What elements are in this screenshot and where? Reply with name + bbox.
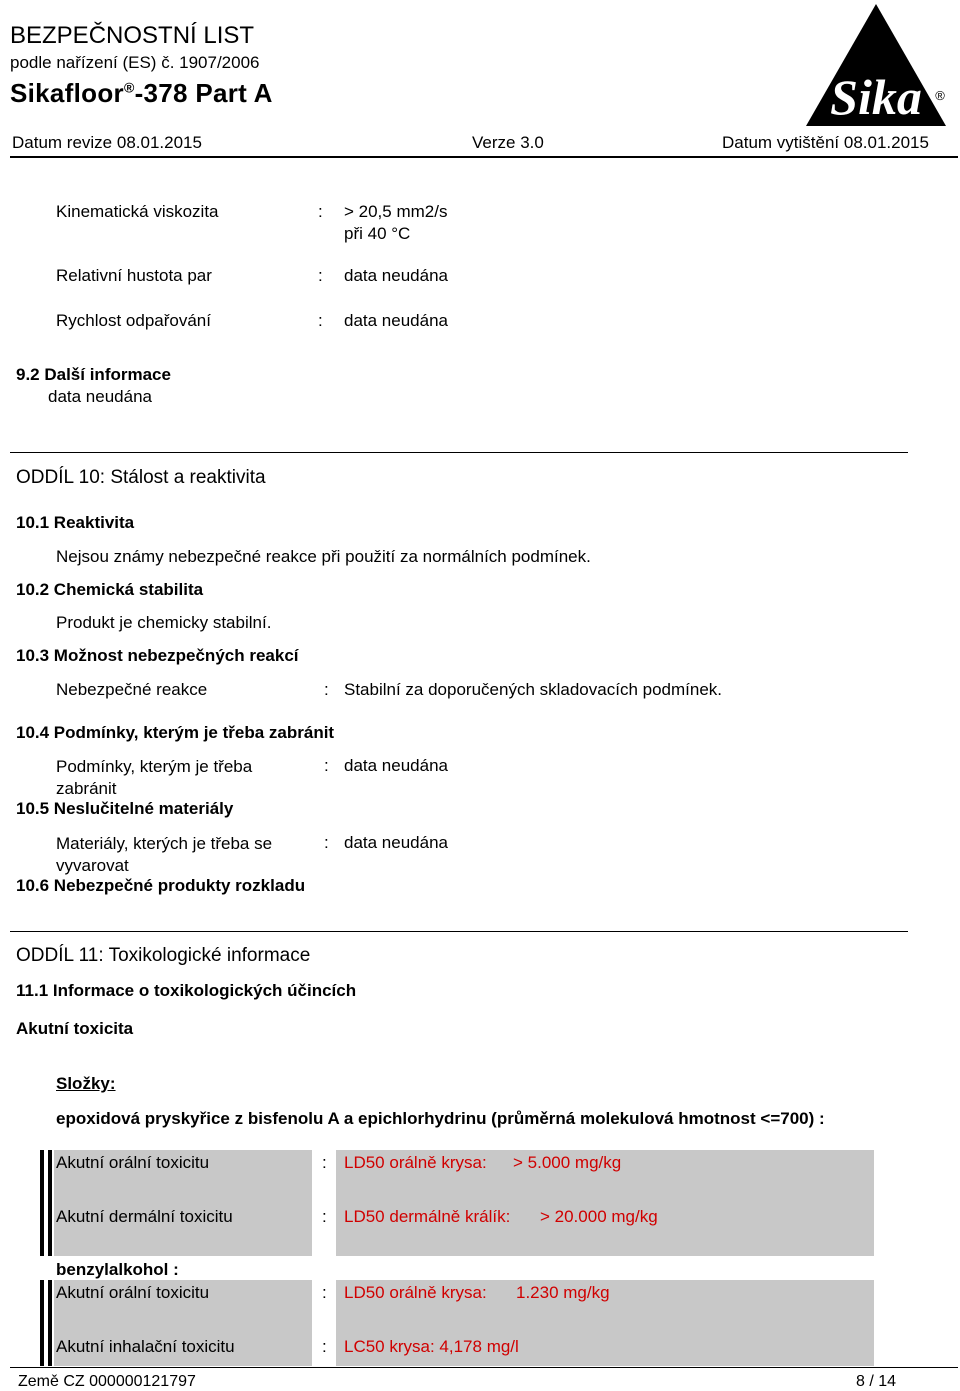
- registered-mark: ®: [123, 79, 135, 96]
- tox-value: LC50 krysa: 4,178 mg/l: [344, 1337, 519, 1356]
- tox-sep: :: [322, 1207, 327, 1226]
- tox-value-amount: 1.230 mg/kg: [516, 1283, 610, 1302]
- revision-date: Datum revize 08.01.2015: [12, 133, 202, 152]
- subsection-11-1-heading: 11.1 Informace o toxikologických účincích: [16, 981, 357, 1000]
- conditions-value: data neudána: [344, 756, 448, 775]
- subsection-10-1-text: Nejsou známy nebezpečné reakce při použití za normálních podmínek.: [56, 547, 591, 566]
- subsection-10-3-heading: 10.3 Možnost nebezpečných reakcí: [16, 646, 299, 665]
- tox-sep: :: [322, 1153, 327, 1172]
- print-date: Datum vytištění 08.01.2015: [722, 133, 929, 152]
- subsection-10-1-heading: 10.1 Reaktivita: [16, 513, 135, 532]
- tox-label: Akutní inhalační toxicitu: [56, 1337, 235, 1356]
- regulation-reference: podle nařízení (ES) č. 1907/2006: [10, 53, 260, 72]
- product-name-suffix: -378 Part A: [134, 78, 273, 108]
- conditions-sep: :: [324, 756, 329, 775]
- tox-label: Akutní dermální toxicitu: [56, 1207, 233, 1226]
- subsection-10-2-text: Produkt je chemicky stabilní.: [56, 613, 272, 632]
- materials-sep: :: [324, 833, 329, 852]
- prop-value: data neudána: [344, 266, 448, 285]
- header-divider: [10, 156, 958, 158]
- subsection-10-5-heading: 10.5 Neslučitelné materiály: [16, 799, 234, 818]
- reaction-value: Stabilní za doporučených skladovacích podmínek.: [344, 680, 723, 699]
- reaction-sep: :: [324, 680, 329, 699]
- prop-label: Kinematická viskozita: [56, 202, 219, 221]
- logo-registered-mark: ®: [935, 88, 945, 103]
- footer-country: Země CZ 000000121797: [18, 1373, 196, 1390]
- prop-sep: :: [318, 311, 323, 330]
- tox-sep: :: [322, 1337, 327, 1356]
- prop-label: Rychlost odpařování: [56, 311, 211, 330]
- subsection-10-6-heading: 10.6 Nebezpečné produkty rozkladu: [16, 876, 306, 895]
- prop-sep: :: [318, 266, 323, 285]
- tox-sep: :: [322, 1283, 327, 1302]
- reaction-label: Nebezpečné reakce: [56, 680, 208, 699]
- section-11-rule: [10, 931, 908, 932]
- footer-page-number: 8 / 14: [856, 1373, 897, 1390]
- materials-value: data neudána: [344, 833, 448, 852]
- subsection-10-2-heading: 10.2 Chemická stabilita: [16, 580, 204, 599]
- change-bar: [48, 1150, 52, 1256]
- materials-label: Materiály, kterých je třeba se vyvarovat: [56, 834, 273, 875]
- tox-value: LD50 dermálně králík:: [344, 1207, 511, 1226]
- tox-value: LD50 orálně krysa:: [344, 1283, 487, 1302]
- subsection-9-2-text: data neudána: [48, 387, 152, 406]
- section-10-heading: ODDÍL 10: Stálost a reaktivita: [16, 467, 266, 488]
- change-bar: [48, 1280, 52, 1366]
- prop-value-line2: při 40 °C: [344, 224, 411, 243]
- components-heading: Složky:: [56, 1074, 116, 1093]
- tox-label: Akutní orální toxicitu: [56, 1283, 210, 1302]
- document-title: BEZPEČNOSTNÍ LIST: [10, 22, 255, 49]
- change-bar: [40, 1150, 44, 1256]
- tox-label: Akutní orální toxicitu: [56, 1153, 210, 1172]
- prop-value: data neudána: [344, 311, 448, 330]
- component-1-name: epoxidová pryskyřice z bisfenolu A a epichlorhydrinu (průměrná molekulová hmotnost <=700) :: [56, 1109, 825, 1128]
- version: Verze 3.0: [472, 133, 544, 152]
- conditions-label: Podmínky, kterým je třeba zabránit: [56, 757, 253, 798]
- footer-divider: [10, 1367, 958, 1368]
- prop-label: Relativní hustota par: [56, 266, 212, 285]
- change-bar: [40, 1280, 44, 1366]
- tox-value-amount: > 20.000 mg/kg: [540, 1207, 658, 1226]
- component-2-name: benzylalkohol :: [56, 1260, 179, 1279]
- subsection-10-4-heading: 10.4 Podmínky, kterým je třeba zabránit: [16, 723, 335, 742]
- prop-value: > 20,5 mm2/s: [344, 202, 448, 221]
- section-10-rule: [10, 452, 908, 453]
- prop-sep: :: [318, 202, 323, 221]
- logo-wordmark: Sika: [830, 69, 922, 125]
- tox-value-amount: > 5.000 mg/kg: [513, 1153, 622, 1172]
- product-name-base: Sikafloor: [10, 78, 124, 108]
- section-11-heading: ODDÍL 11: Toxikologické informace: [16, 945, 311, 966]
- acute-toxicity-heading: Akutní toxicita: [16, 1019, 134, 1038]
- tox-value: LD50 orálně krysa:: [344, 1153, 487, 1172]
- subsection-9-2-heading: 9.2 Další informace: [16, 365, 171, 384]
- product-name: [10, 78, 273, 109]
- sika-logo: [804, 2, 954, 130]
